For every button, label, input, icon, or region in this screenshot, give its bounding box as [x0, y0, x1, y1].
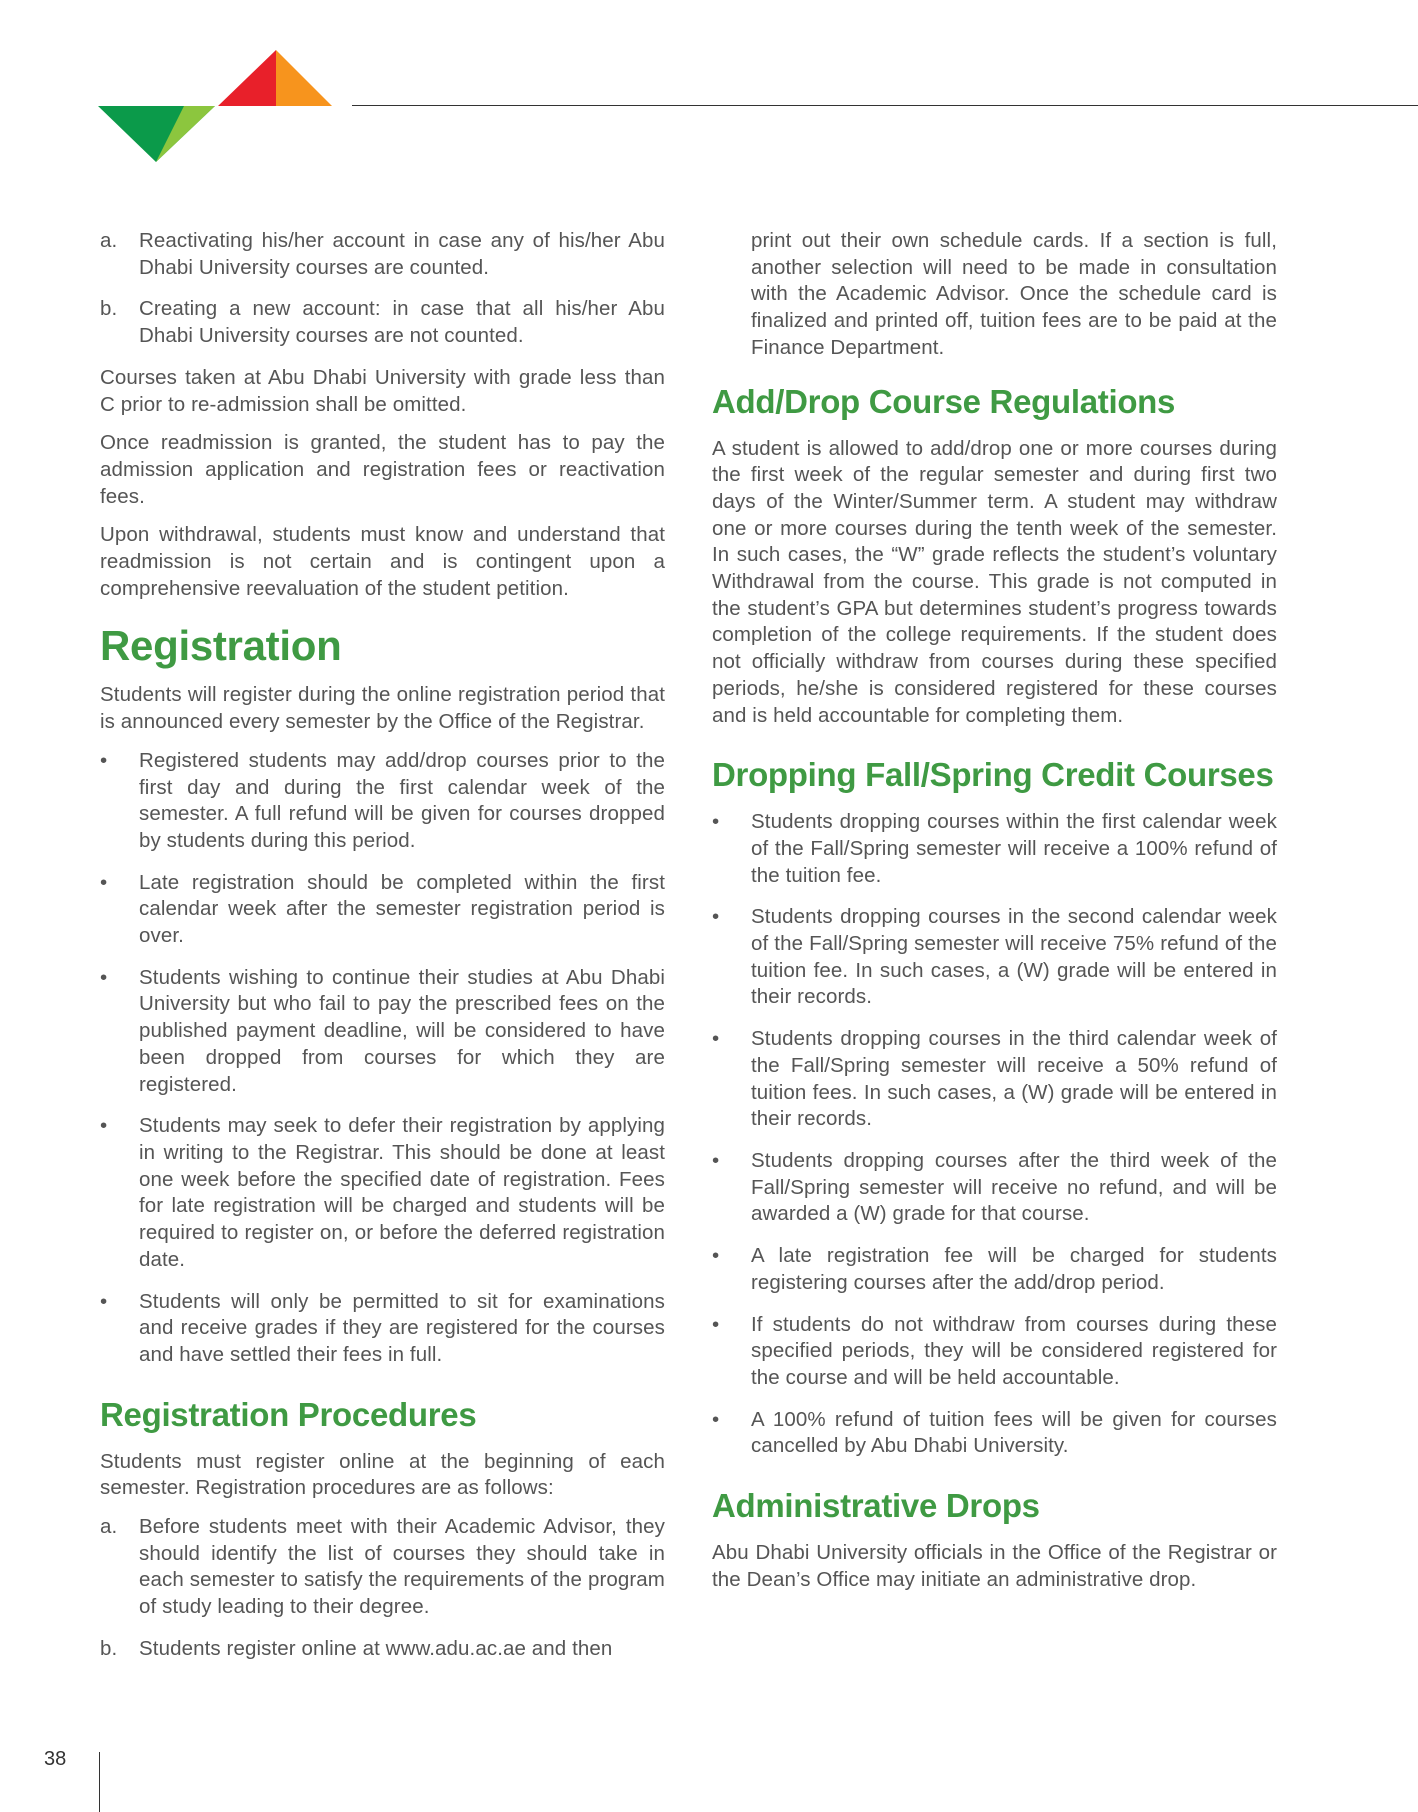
list-item — [100, 1514, 665, 1621]
list-item — [712, 1026, 1277, 1133]
add-drop-heading: Add/Drop Course Regulations — [712, 382, 1176, 420]
list-item — [100, 748, 665, 855]
bullet: • — [712, 1244, 720, 1268]
registration-bullet-list — [100, 748, 665, 1369]
paragraph: Students must register online at the beginning of each semester. Registration procedures are as follows: — [100, 1449, 665, 1500]
list-item — [100, 296, 665, 349]
dropping-bullet-list — [712, 809, 1277, 1460]
bullet: • — [712, 1148, 720, 1172]
list-item — [712, 1148, 1277, 1228]
bullet: • — [712, 1027, 720, 1051]
bullet: • — [100, 870, 108, 894]
registration-heading: Registration — [100, 622, 342, 670]
bullet: • — [712, 905, 720, 929]
administrative-drops-heading: Administrative Drops — [712, 1487, 1040, 1525]
list-item — [100, 1289, 665, 1369]
paragraph: Courses taken at Abu Dhabi University with grade less than C prior to re-admission shall be omitted. — [100, 365, 665, 416]
continuation-paragraph: print out their own schedule cards. If a section is full, another selection will need to be made in consultation with the Academic Advisor. Once the schedule card is finalized and printed off, tuition fees are to be paid at the Finance Department. — [751, 229, 1277, 359]
list-item-text: Students register online at www.adu.ac.ae and then — [139, 1636, 613, 1660]
registration-procedures-heading: Registration Procedures — [100, 1395, 477, 1433]
list-item — [100, 965, 665, 1099]
bullet: • — [712, 1312, 720, 1336]
procedures-list — [100, 1514, 665, 1663]
bullet: • — [100, 748, 108, 772]
list-item-text: Students wishing to continue their studies at Abu Dhabi University but who fail to pay the prescribed fees on the published payment deadline, will be considered to have been dropped from courses for which they are registered. — [139, 965, 665, 1096]
list-item-text: Students dropping courses in the third calendar week of the Fall/Spring semester will receive a 50% refund of tuition fees. In such cases, a (W) grade will be entered in their records. — [751, 1027, 1277, 1131]
list-item-text: Before students meet with their Academic Advisor, they should identify the list of courses they should take in each semester to satisfy the requirements of the program of study leading to their degree. — [139, 1515, 665, 1619]
list-marker: a. — [100, 229, 118, 252]
list-item — [712, 1407, 1277, 1460]
dropping-credit-courses-heading: Dropping Fall/Spring Credit Courses — [712, 756, 1274, 794]
paragraph: Upon withdrawal, students must know and understand that readmission is not certain and is contingent upon a comprehensive reevaluation of the student petition. — [100, 523, 665, 600]
logo-orange-triangle — [276, 50, 332, 106]
list-item — [100, 870, 665, 950]
list-marker: b. — [100, 1636, 118, 1660]
list-item-text: Students dropping courses after the third week of the Fall/Spring semester will receive no refund, and will be awarded a (W) grade for that course. — [751, 1148, 1277, 1226]
list-item-text: A late registration fee will be charged for students registering courses after the add/drop period. — [751, 1244, 1277, 1294]
logo-red-triangle — [218, 50, 276, 106]
list-item-text: A 100% refund of tuition fees will be given for courses cancelled by Abu Dhabi University. — [751, 1407, 1277, 1458]
bullet: • — [100, 1114, 108, 1138]
bullet: • — [100, 965, 108, 989]
list-item — [712, 904, 1277, 1011]
list-item-text: If students do not withdraw from courses during these specified periods, they will be considered registered for the course and will be held accountable. — [751, 1312, 1277, 1389]
list-item-text: Students dropping courses in the second calendar week of the Fall/Spring semester will receive 75% refund of the tuition fee. In such cases, a (W) grade will be entered in their records. — [751, 905, 1277, 1009]
list-item-text: Registered students may add/drop courses prior to the first day and during the first calendar week of the semester. A full refund will be given for courses dropped by students during this period. — [139, 748, 665, 852]
logo-triangles-icon — [98, 50, 338, 165]
list-marker: a. — [100, 1515, 118, 1539]
list-item-text: Students will only be permitted to sit for examinations and receive grades if they are registered for the courses and have settled their fees in full. — [139, 1289, 665, 1366]
bullet: • — [712, 810, 720, 834]
paragraph: Abu Dhabi University officials in the Office of the Registrar or the Dean’s Office may initiate an administrative drop. — [712, 1541, 1277, 1591]
list-marker: b. — [100, 297, 118, 321]
list-item — [100, 1636, 665, 1663]
paragraph: A student is allowed to add/drop one or more courses during the first week of the regular semester and during first two days of the Winter/Summer term. A student may withdraw one or more courses during the tenth week of the semester. In such cases, the “W” grade reflects the student’s voluntary Withdrawal from the course. This grade is not computed in the student’s GPA but determines student’s progress towards completion of the college requirements. If the student does not officially withdraw from courses during these specified periods, he/she is considered registered for these courses and is held accountable for completing them. — [712, 436, 1277, 727]
paragraph: Students will register during the online registration period that is announced every semester by the Office of the Registrar. — [100, 683, 665, 734]
list-item-text: Creating a new account: in case that all his/her Abu Dhabi University courses are not counted. — [139, 297, 665, 348]
header-rule — [352, 105, 1418, 106]
list-item-text: Late registration should be completed within the first calendar week after the semester registration period is over. — [139, 870, 665, 948]
right-column — [712, 228, 1277, 1605]
list-item-text: Students may seek to defer their registration by applying in writing to the Registrar. This should be done at least one week before the specified date of registration. Fees for late registration will be charged and students will be required to register on, or before the deferred registration date. — [139, 1114, 665, 1271]
page-number: 38 — [44, 1748, 67, 1770]
list-item — [100, 228, 665, 281]
bullet: • — [100, 1289, 108, 1313]
list-item-text: Students dropping courses within the first calendar week of the Fall/Spring semester will receive a 100% refund of the tuition fee. — [751, 810, 1277, 887]
readmission-account-list — [100, 228, 665, 350]
list-item — [712, 1312, 1277, 1392]
list-item-text: Reactivating his/her account in case any of his/her Abu Dhabi University courses are counted. — [139, 229, 665, 279]
left-column — [100, 228, 665, 1678]
footer-rule — [99, 1752, 100, 1812]
list-item — [712, 809, 1277, 889]
paragraph: Once readmission is granted, the student has to pay the admission application and registration fees or reactivation fees. — [100, 431, 665, 508]
list-item — [712, 1243, 1277, 1296]
list-item — [100, 1113, 665, 1273]
bullet: • — [712, 1407, 720, 1431]
